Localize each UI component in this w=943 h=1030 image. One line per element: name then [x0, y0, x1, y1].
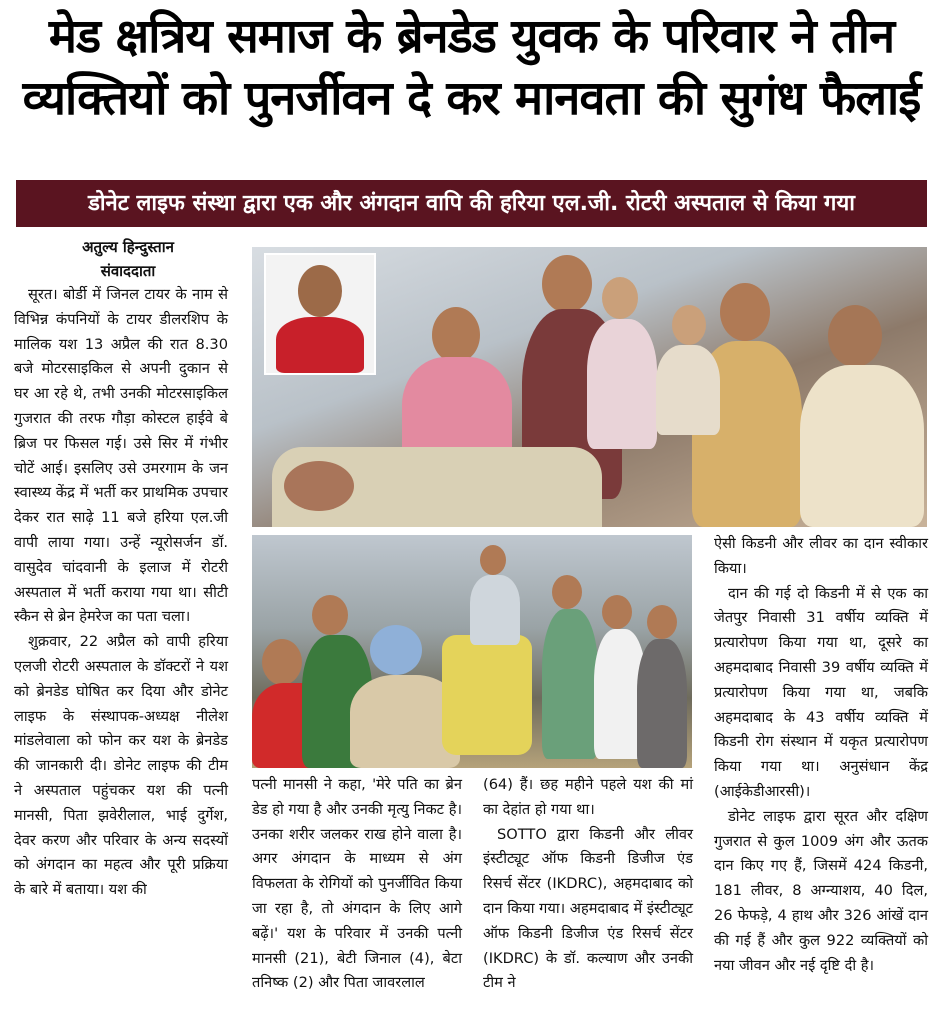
paragraph: SOTTO द्वारा किडनी और लीवर इंस्टीट्यूट ऑफ किडनी डिजीज एंड रिसर्च सेंटर (IKDRC), अहमदाबाद को दान किया गया। अहमदाबाद में इंस्टीट्यूट ऑफ किडनी डिजीज एंड रिसर्च सेंटर (IKDRC) के डॉ. कल्याण और उनकी टीम ने	[483, 825, 693, 992]
hospital-family-photo	[252, 247, 927, 527]
article-column-4	[714, 532, 928, 978]
paragraph: (64) हैं। छह महीने पहले यश की मां का देहांत हो गया था।	[483, 776, 693, 818]
paragraph: ऐसी किडनी और लीवर का दान स्वीकार किया।	[714, 535, 928, 577]
hospital-crowd-photo	[252, 535, 692, 768]
article-column-2	[252, 773, 462, 996]
byline-paper: अतुल्य हिन्दुस्तान	[82, 238, 174, 256]
headline	[0, 6, 943, 130]
subheadline-banner: डोनेट लाइफ संस्था द्वारा एक और अंगदान वापि की हरिया एल.जी. रोटरी अस्पताल से किया गया	[16, 180, 927, 227]
article-column-1	[14, 235, 228, 903]
headline-line-2: व्यक्तियों को पुनर्जीवन दे कर मानवता की सुगंध फैलाई	[22, 71, 921, 126]
portrait-inset-photo	[264, 253, 376, 375]
paragraph: पत्नी मानसी ने कहा, 'मेरे पति का ब्रेन डेड हो गया है और उनकी मृत्यु निकट है। उनका शरीर जलकर राख होने वाला है। अगर अंगदान के माध्यम से अंग विफलता के रोगियों को पुनर्जीवित किया जा रहा है, तो अंगदान के लिए आगे बढ़ें।' यश के परिवार में उनकी पत्नी मानसी (21), बेटी जिनाल (4), बेटा तनिष्क (2) और पिता जावरलाल	[252, 776, 462, 992]
paragraph: डोनेट लाइफ द्वारा सूरत और दक्षिण गुजरात से कुल 1009 अंग और ऊतक दान किए गए हैं, जिसमें 424 किडनी, 181 लीवर, 8 अग्न्याशय, 40 दिल, 26 फेफड़े, 4 हाथ और 326 आंखें दान की गई हैं और कुल 922 व्यक्तियों को नया जीवन और नई दृष्टि दी है।	[714, 807, 928, 974]
paragraph: दान की गई दो किडनी में से एक का जेतपुर निवासी 31 वर्षीय व्यक्ति में प्रत्यारोपण किया गया था, दूसरे का अहमदाबाद निवासी 39 वर्षीय व्यक्ति में प्रत्यारोपण किया गया था, जबकि अहमदाबाद के 43 वर्षीय व्यक्ति में किडनी रोग संस्थान में यकृत प्रत्यारोपण किया गया था। अनुसंधान केंद्र (आईकेडीआरसी)।	[714, 584, 928, 800]
paragraph: शुक्रवार, 22 अप्रैल को वापी हरिया एलजी रोटरी अस्पताल के डॉक्टरों ने यश को ब्रेनडेड घोषित कर दिया और डोनेट लाइफ के संस्थापक-अध्यक्ष नीलेश मांडलेवाला को फोन कर यश के ब्रेनडेड की जानकारी दी। डोनेट लाइफ की टीम ने अस्पताल पहुंचकर यश की पत्नी मानसी, पिता झवेरीलाल, भाई दुर्गेश, देवर करण और परिवार के अन्य सदस्यों को अंगदान का महत्व और पूरी प्रक्रिया के बारे में बताया। यश की	[14, 633, 228, 899]
article-column-3	[483, 773, 693, 996]
byline-role: संवाददाता	[100, 262, 156, 280]
headline-line-1: मेड क्षत्रिय समाज के ब्रेनडेड युवक के परिवार ने तीन	[48, 9, 895, 64]
paragraph: सूरत। बोर्डी में जिनल टायर के नाम से विभिन्न कंपनियों के टायर डीलरशिप के मालिक यश 13 अप्रैल की रात 8.30 बजे मोटरसाइकिल से अपनी दुकान से घर आ रहे थे, तभी उनकी मोटरसाइकिल गुजरात की तरफ गौड़ा कोस्टल हाईवे बे ब्रिज पर फिसल गई। उसे सिर में गंभीर चोटें आई। इसलिए उसे उमरगाम के जन स्वास्थ्य केंद्र में भर्ती कर प्राथमिक उपचार देकर रात साढ़े 11 बजे हरिया एल.जी वापी लाया गया। उन्हें न्यूरोसर्जन डॉ. वासुदेव चांदवानी के इलाज में रोटरी अस्पताल में भर्ती कराया गया था। सीटी स्कैन से ब्रेन हेमरेज का पता चला।	[14, 286, 228, 626]
